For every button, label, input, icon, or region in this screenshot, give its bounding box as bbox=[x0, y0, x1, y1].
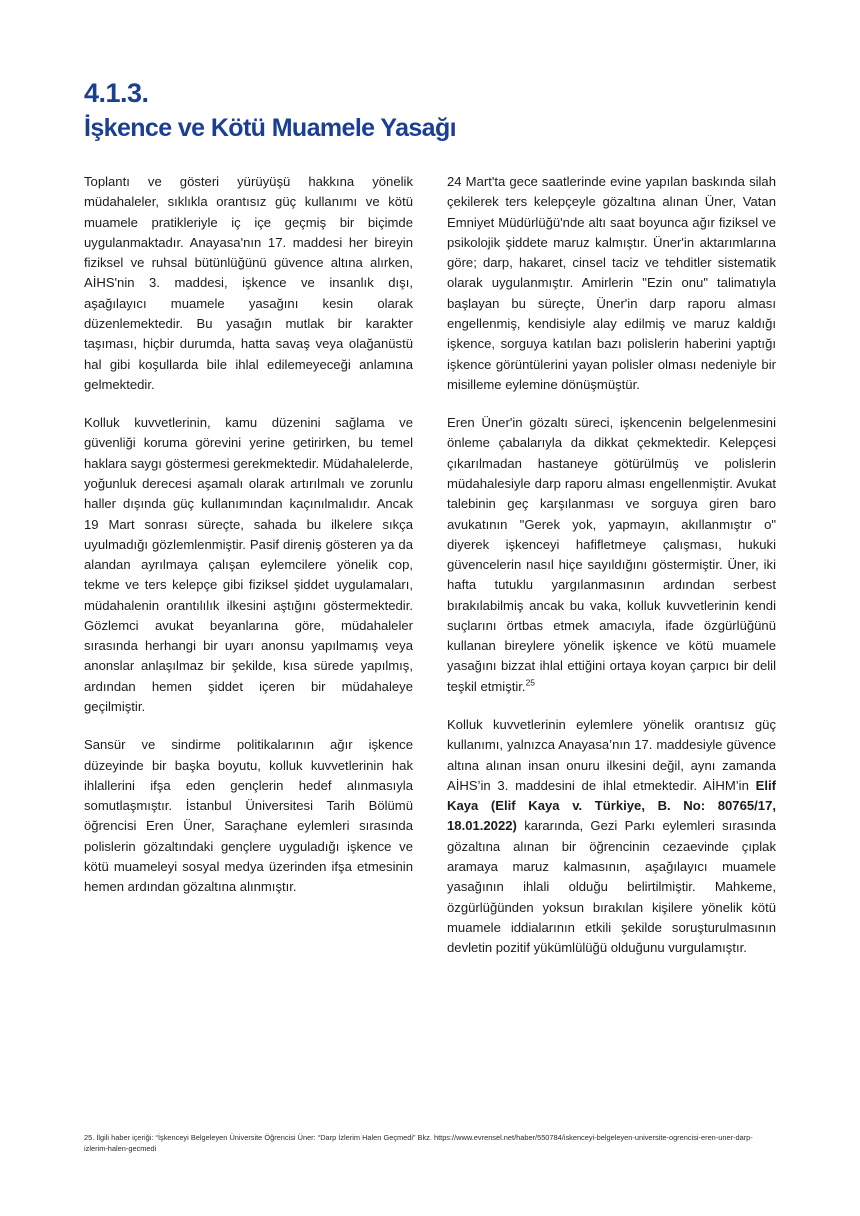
citation-trailing-text: kararında, Gezi Parkı eylemleri sırasında gözaltına alınan bir öğrencinin cezaevinde çıplak aramaya maruz kalmasının, aşağılayıcı muamele yasağının ihlali olduğu belirtilmiştir. Mahkeme, özgürlüğünden yoksun bırakılan kişilere yönelik kötü muamele iddialarının etkili şekilde soruşturulmasının devletin pozitif yükümlülüğü olduğunu vurgulamıştır. bbox=[447, 818, 776, 956]
citation-lead-text: Kolluk kuvvetlerinin eylemlere yönelik orantısız güç kullanımı, yalnızca Anayasa’nın 17. maddesiyle güvence altına alınan insan onuru ilkesini değil, aynı zamanda AİHS’in 3. maddesini de ihlal etmektedir. AİHM’in bbox=[447, 717, 776, 793]
paragraph: Sansür ve sindirme politikalarının ağır işkence düzeyinde bir başka boyutu, kolluk kuvvetlerinin hak ihlallerini ifşa eden gençlerin hedef alınmasıyla somutlaşmıştır. İstanbul Üniversitesi Tarih Bölümü öğrencisi Eren Üner, Saraçhane eylemleri sırasında polislerin gözaltındaki gençlere uyguladığı işkence ve kötü muameleyi sosyal medya üzerinden ifşa etmesinin hemen ardından gözaltına alınmıştır. bbox=[84, 737, 413, 895]
right-column bbox=[447, 172, 776, 958]
page-title: İşkence ve Kötü Muamele Yasağı bbox=[84, 114, 457, 143]
footnote-number: 25. bbox=[84, 1133, 95, 1142]
paragraph: 24 Mart'ta gece saatlerinde evine yapılan baskında silah çekilerek ters kelepçeyle gözaltına alınan Üner, Vatan Emniyet Müdürlüğü'nde altı saat boyunca ağır fiziksel ve psikolojik şiddete maruz kalmıştır. Üner'in aktarımlarına göre; darp, hakaret, cinsel taciz ve tehditler sistematik olarak uygulanmıştır. Amirlerin "Ezin onu" talimatıyla başlayan bu süreçte, Üner'in darp raporu alması engellenmiş, kendisiyle alay edilmiş ve maruz kaldığı işkence, sorguya katılan bazı polislerin haberini yaptığı işkence görüntülerini yayan polisler olması nedeniyle bir misilleme eylemine dönüşmüştür. bbox=[447, 174, 776, 392]
body-columns bbox=[84, 172, 776, 958]
paragraph-text: Eren Üner'in gözaltı süreci, işkencenin belgelenmesini önleme çabalarıyla da dikkat çekmektedir. Kelepçesi çıkarılmadan hastaneye götürülmüş ve polislerin müdahalesiyle darp raporu alması engellenmiştir. Avukat talebinin geç karşılanması ve sorguya giren baro avukatının "Gerek yok, yapmayın, akıllanmıştır o" diyerek işkenceyi hafifletmeye çalışması, hukuki güvencelerin nasıl hiçe sayıldığını göstermiştir. Üner, iki hafta tutuklu yargılanmasının ardından serbest bırakılabilmiş ancak bu vaka, kolluk kuvvetlerinin kendi suçlarını örtbas etmek amacıyla, ifade özgürlüğünü kullanan bireylere yönelik işkence ve kötü muamele yasağını bizzat ihlal ettiğini ortaya koyan çarpıcı bir delil teşkil etmiştir. bbox=[447, 415, 776, 694]
left-column bbox=[84, 172, 413, 958]
footnote bbox=[84, 1132, 776, 1155]
paragraph-with-case-citation bbox=[447, 715, 776, 958]
case-citation: Elif Kaya (Elif Kaya v. Türkiye, B. No: 80765/17, 18.01.2022) bbox=[447, 777, 776, 834]
footnote-text: İlgili haber içeriği: “İşkenceyi Belgeleyen Üniversite Öğrencisi Üner: “Darp İzlerim Halen Geçmedi” Bkz. https://www.evrensel.net/haber/550784/iskenceyi-belgeleyen-universite-ogrencisi-eren-uner-darp-izlerim-halen-gecmedi bbox=[84, 1133, 753, 1154]
footnote-marker: 25 bbox=[525, 677, 536, 688]
paragraph-with-footnote bbox=[447, 413, 776, 697]
section-number: 4.1.3. bbox=[84, 78, 149, 108]
section-heading bbox=[84, 78, 784, 143]
paragraph: Kolluk kuvvetlerinin, kamu düzenini sağlama ve güvenliği koruma görevini yerine getirirken, bu temel haklara saygı göstermesi gerekmektedir. Müdahalelerde, yoğunluk derecesi aşamalı olarak artırılmalı ve zorunlu haller dışında güç kullanımından kaçınılmalıdır. Ancak 19 Mart sonrası süreçte, sahada bu ilkelere sıkça uyulmadığı gözlemlenmiştir. Pasif direniş gösteren ya da alandan ayrılmaya çalışan eylemcilere yönelik cop, tekme ve ters kelepçe gibi fiziksel şiddet uygulamaları, müdahalenin orantılılık ilkesini aştığını göstermektedir. Gözlemci avukat beyanlarına göre, müdahaleler sırasında herhangi bir uyarı anonsu yapılmamış veya anonslar anlaşılmaz bir şekilde, kısa sürede yapılmış, ardından hemen şiddet içeren bir müdahaleye geçilmiştir. bbox=[84, 415, 413, 715]
paragraph: Toplantı ve gösteri yürüyüşü hakkına yönelik müdahaleler, sıklıkla orantısız güç kullanımı ve kötü muamele pratikleriyle iç içe geçmiş bir biçimde uygulanmaktadır. Anayasa'nın 17. maddesi her bireyin fiziksel ve ruhsal bütünlüğünü güvence altına alırken, AİHS'nin 3. maddesi, işkence ve insanlık dışı, aşağılayıcı muamele yasağını kesin olarak düzenlemektedir. Bu yasağın mutlak bir karakter taşıması, hiçbir durumda, hatta savaş veya olağanüstü hal gibi koşullarda bile ihlal edilemeyeceği anlamına gelmektedir. bbox=[84, 174, 413, 392]
